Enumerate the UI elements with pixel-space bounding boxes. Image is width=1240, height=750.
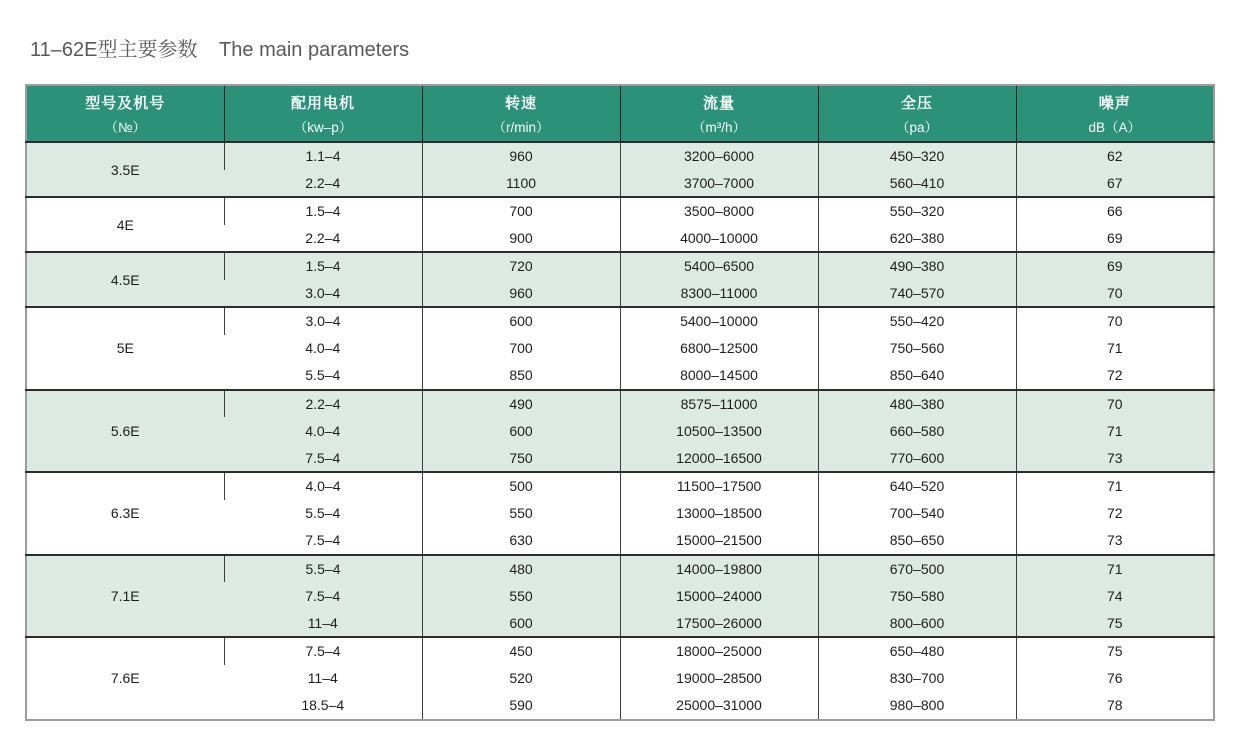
column-header-label: 流量 xyxy=(702,94,735,112)
value-cell: 3.0–4 xyxy=(224,280,422,308)
value-cell: 18.5–4 xyxy=(224,692,422,720)
value-cell: 70 xyxy=(1016,280,1214,308)
value-cell: 850–650 xyxy=(818,527,1016,555)
value-cell: 600 xyxy=(422,417,620,445)
model-cell: 3.5E xyxy=(26,142,224,197)
value-cell: 500 xyxy=(422,472,620,500)
value-cell: 67 xyxy=(1016,170,1214,198)
column-header-label: 配用电机 xyxy=(290,94,355,112)
value-cell: 76 xyxy=(1016,665,1214,693)
value-cell: 960 xyxy=(422,142,620,170)
value-cell: 3.0–4 xyxy=(224,307,422,335)
column-header-motor xyxy=(224,85,422,142)
value-cell: 480–380 xyxy=(818,390,1016,418)
value-cell: 700 xyxy=(422,335,620,363)
value-cell: 71 xyxy=(1016,335,1214,363)
value-cell: 75 xyxy=(1016,610,1214,638)
value-cell: 5.5–4 xyxy=(224,500,422,528)
table-row xyxy=(26,252,1214,280)
value-cell: 11–4 xyxy=(224,610,422,638)
value-cell: 850–640 xyxy=(818,362,1016,390)
value-cell: 62 xyxy=(1016,142,1214,170)
value-cell: 71 xyxy=(1016,472,1214,500)
value-cell: 78 xyxy=(1016,692,1214,720)
value-cell: 1.1–4 xyxy=(224,142,422,170)
value-cell: 700 xyxy=(422,197,620,225)
value-cell: 75 xyxy=(1016,637,1214,665)
value-cell: 750–580 xyxy=(818,582,1016,610)
value-cell: 560–410 xyxy=(818,170,1016,198)
value-cell: 70 xyxy=(1016,307,1214,335)
table-row xyxy=(26,472,1214,500)
value-cell: 69 xyxy=(1016,225,1214,253)
value-cell: 15000–21500 xyxy=(620,527,818,555)
value-cell: 1100 xyxy=(422,170,620,198)
table-row xyxy=(26,555,1214,583)
value-cell: 660–580 xyxy=(818,417,1016,445)
value-cell: 6800–12500 xyxy=(620,335,818,363)
value-cell: 15000–24000 xyxy=(620,582,818,610)
value-cell: 69 xyxy=(1016,252,1214,280)
column-header-unit: （№） xyxy=(104,119,146,135)
value-cell: 8300–11000 xyxy=(620,280,818,308)
model-cell: 6.3E xyxy=(26,472,224,555)
value-cell: 750 xyxy=(422,445,620,473)
value-cell: 640–520 xyxy=(818,472,1016,500)
table-row xyxy=(26,142,1214,170)
value-cell: 2.2–4 xyxy=(224,390,422,418)
value-cell: 550–320 xyxy=(818,197,1016,225)
table-body xyxy=(26,142,1214,720)
value-cell: 5400–10000 xyxy=(620,307,818,335)
value-cell: 750–560 xyxy=(818,335,1016,363)
value-cell: 600 xyxy=(422,307,620,335)
value-cell: 8575–11000 xyxy=(620,390,818,418)
model-cell: 7.6E xyxy=(26,637,224,720)
value-cell: 740–570 xyxy=(818,280,1016,308)
value-cell: 7.5–4 xyxy=(224,445,422,473)
value-cell: 18000–25000 xyxy=(620,637,818,665)
column-header-speed xyxy=(422,85,620,142)
column-header-unit: （kw–p） xyxy=(293,119,353,135)
value-cell: 800–600 xyxy=(818,610,1016,638)
model-cell: 7.1E xyxy=(26,555,224,638)
page-title xyxy=(30,33,409,62)
value-cell: 73 xyxy=(1016,445,1214,473)
value-cell: 520 xyxy=(422,665,620,693)
column-header-pressure xyxy=(818,85,1016,142)
value-cell: 650–480 xyxy=(818,637,1016,665)
value-cell: 490 xyxy=(422,390,620,418)
value-cell: 480 xyxy=(422,555,620,583)
value-cell: 1.5–4 xyxy=(224,197,422,225)
value-cell: 7.5–4 xyxy=(224,527,422,555)
value-cell: 73 xyxy=(1016,527,1214,555)
value-cell: 12000–16500 xyxy=(620,445,818,473)
value-cell: 4.0–4 xyxy=(224,417,422,445)
value-cell: 450–320 xyxy=(818,142,1016,170)
column-header-unit: （m³/h） xyxy=(692,119,746,135)
page-title-chinese: 11–62E型主要参数 xyxy=(30,39,198,61)
column-header-unit: （pa） xyxy=(895,119,939,135)
value-cell: 450 xyxy=(422,637,620,665)
page-title-english: The main parameters xyxy=(219,39,410,61)
value-cell: 900 xyxy=(422,225,620,253)
value-cell: 550 xyxy=(422,500,620,528)
value-cell: 600 xyxy=(422,610,620,638)
column-header-unit: （r/min） xyxy=(492,119,550,135)
table-row xyxy=(26,307,1214,335)
value-cell: 4000–10000 xyxy=(620,225,818,253)
value-cell: 5.5–4 xyxy=(224,362,422,390)
value-cell: 3200–6000 xyxy=(620,142,818,170)
value-cell: 670–500 xyxy=(818,555,1016,583)
value-cell: 13000–18500 xyxy=(620,500,818,528)
value-cell: 980–800 xyxy=(818,692,1016,720)
value-cell: 19000–28500 xyxy=(620,665,818,693)
value-cell: 11–4 xyxy=(224,665,422,693)
value-cell: 850 xyxy=(422,362,620,390)
table-row xyxy=(26,197,1214,225)
column-header-label: 全压 xyxy=(900,94,933,112)
value-cell: 2.2–4 xyxy=(224,225,422,253)
value-cell: 770–600 xyxy=(818,445,1016,473)
value-cell: 550 xyxy=(422,582,620,610)
value-cell: 72 xyxy=(1016,500,1214,528)
model-cell: 5E xyxy=(26,307,224,390)
value-cell: 10500–13500 xyxy=(620,417,818,445)
model-cell: 4.5E xyxy=(26,252,224,307)
value-cell: 630 xyxy=(422,527,620,555)
value-cell: 720 xyxy=(422,252,620,280)
value-cell: 960 xyxy=(422,280,620,308)
value-cell: 71 xyxy=(1016,555,1214,583)
value-cell: 3700–7000 xyxy=(620,170,818,198)
value-cell: 70 xyxy=(1016,390,1214,418)
value-cell: 7.5–4 xyxy=(224,582,422,610)
value-cell: 8000–14500 xyxy=(620,362,818,390)
value-cell: 74 xyxy=(1016,582,1214,610)
value-cell: 7.5–4 xyxy=(224,637,422,665)
value-cell: 830–700 xyxy=(818,665,1016,693)
model-cell: 5.6E xyxy=(26,390,224,473)
value-cell: 590 xyxy=(422,692,620,720)
table-header xyxy=(26,85,1214,142)
value-cell: 5.5–4 xyxy=(224,555,422,583)
value-cell: 71 xyxy=(1016,417,1214,445)
value-cell: 620–380 xyxy=(818,225,1016,253)
column-header-flow xyxy=(620,85,818,142)
header-row xyxy=(26,85,1214,142)
model-cell: 4E xyxy=(26,197,224,252)
value-cell: 11500–17500 xyxy=(620,472,818,500)
parameters-table xyxy=(25,84,1215,721)
table-row xyxy=(26,637,1214,665)
value-cell: 700–540 xyxy=(818,500,1016,528)
column-header-model xyxy=(26,85,224,142)
value-cell: 490–380 xyxy=(818,252,1016,280)
value-cell: 5400–6500 xyxy=(620,252,818,280)
column-header-label: 型号及机号 xyxy=(85,94,166,112)
column-header-label: 转速 xyxy=(504,94,537,112)
value-cell: 72 xyxy=(1016,362,1214,390)
value-cell: 4.0–4 xyxy=(224,335,422,363)
value-cell: 14000–19800 xyxy=(620,555,818,583)
value-cell: 550–420 xyxy=(818,307,1016,335)
value-cell: 25000–31000 xyxy=(620,692,818,720)
value-cell: 1.5–4 xyxy=(224,252,422,280)
column-header-unit: dB（A） xyxy=(1088,119,1142,135)
value-cell: 2.2–4 xyxy=(224,170,422,198)
value-cell: 17500–26000 xyxy=(620,610,818,638)
table-row xyxy=(26,390,1214,418)
value-cell: 3500–8000 xyxy=(620,197,818,225)
value-cell: 4.0–4 xyxy=(224,472,422,500)
column-header-noise xyxy=(1016,85,1214,142)
column-header-label: 噪声 xyxy=(1098,94,1131,112)
value-cell: 66 xyxy=(1016,197,1214,225)
